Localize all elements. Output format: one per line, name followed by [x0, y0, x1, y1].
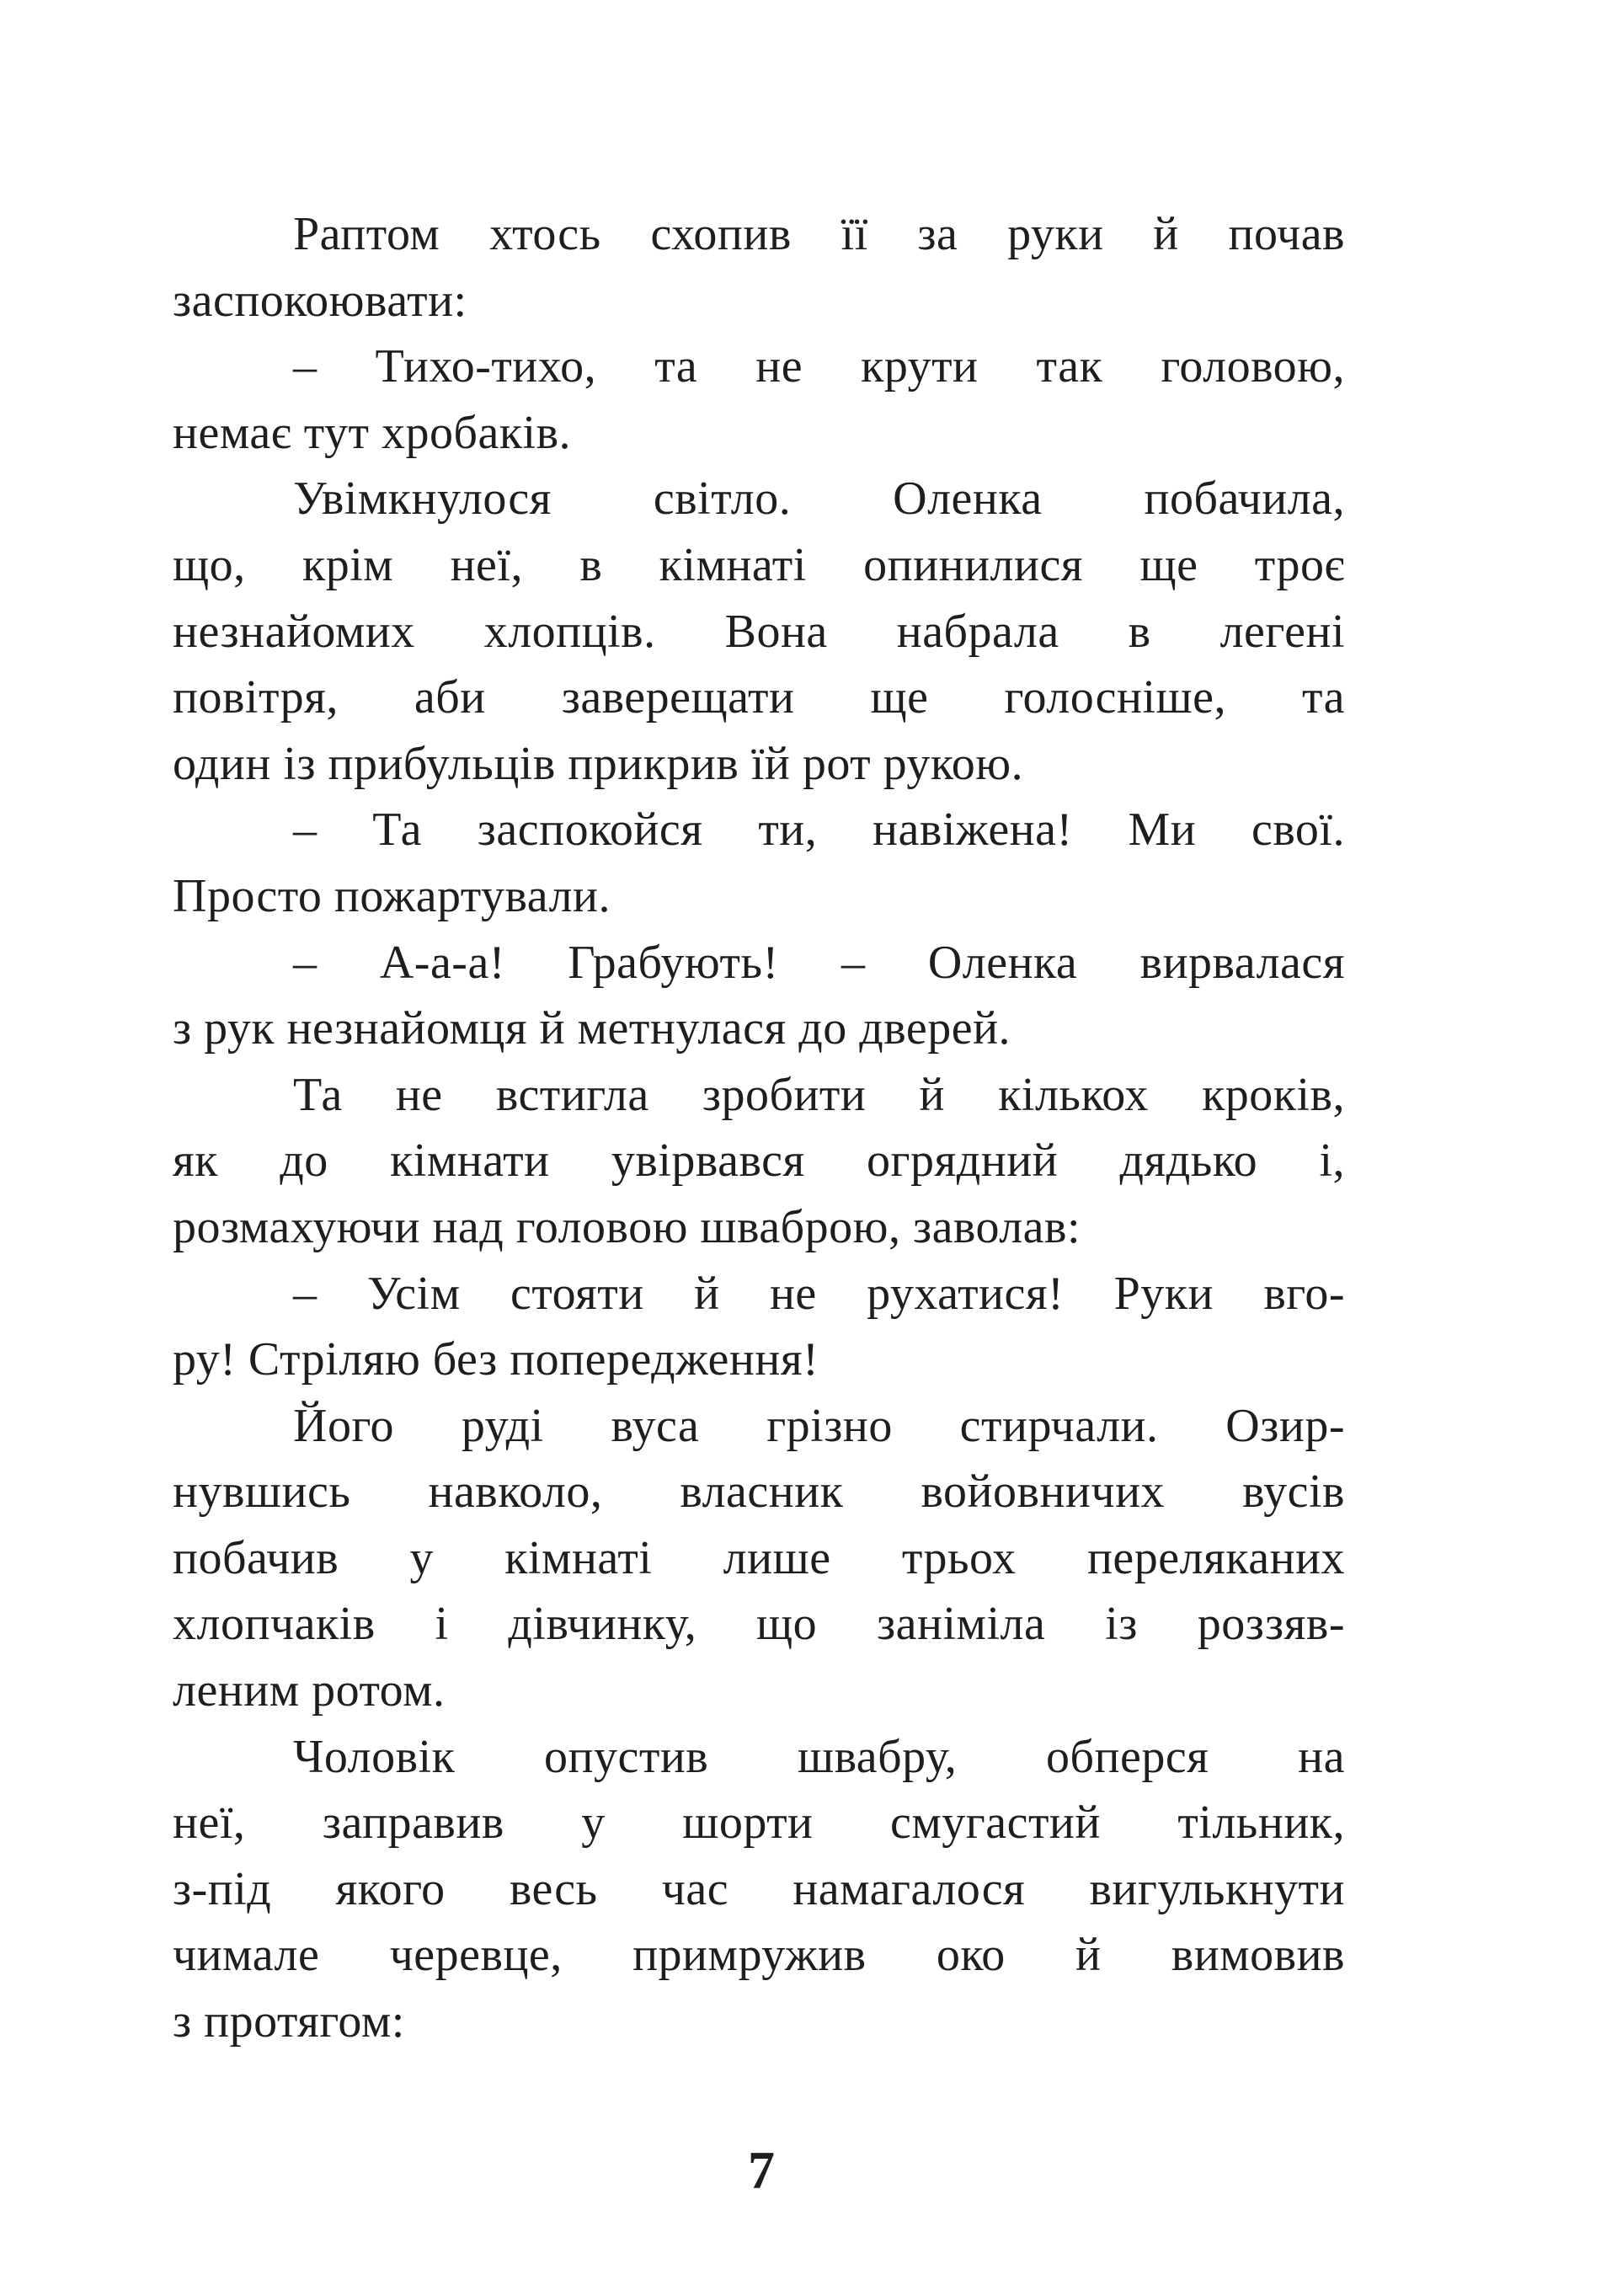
text-line: розмахуючи над головою шваброю, заволав: [173, 1200, 1081, 1253]
text-line: Його руді вуса грізно стирчали. Озир- [293, 1399, 1345, 1452]
text-line: чимале черевце, примружив око й вимовив [173, 1929, 1345, 1982]
page-number: 7 [748, 2140, 775, 2200]
text-line: з протягом: [173, 1995, 405, 2048]
paragraph [173, 797, 1345, 929]
text-line: як до кімнати увірвався огрядний дядько і, [173, 1135, 1345, 1188]
text-line: повітря, аби заверещати ще голосніше, та [173, 671, 1345, 724]
body-text [173, 201, 1345, 2055]
text-line: з рук незнайомця й метнулася до дверей. [173, 1002, 1011, 1055]
text-line: заспокоювати: [173, 274, 467, 327]
paragraph [173, 930, 1345, 1062]
paragraph [173, 201, 1345, 334]
text-line: Чоловік опустив швабру, обперся на [293, 1730, 1345, 1783]
paragraph [173, 1261, 1345, 1393]
text-line: Просто пожартували. [173, 869, 611, 922]
text-line: один із прибульців прикрив їй рот рукою. [173, 737, 1024, 790]
text-line: Раптом хтось схопив її за руки й почав [293, 208, 1345, 260]
text-line: – Тихо-тихо, та не крути так головою, [293, 340, 1345, 393]
paragraph [173, 1393, 1345, 1724]
text-line: що, крім неї, в кімнаті опинилися ще троє [173, 538, 1345, 591]
paragraph [173, 334, 1345, 466]
paragraph [173, 466, 1345, 797]
text-line: неї, заправив у шорти смугастий тільник, [173, 1797, 1345, 1850]
text-line: леним ротом. [173, 1664, 446, 1717]
text-line: – А-а-а! Грабують! – Оленка вирвалася [293, 936, 1345, 989]
text-line: хлопчаків і дівчинку, що заніміла із роззяв- [173, 1598, 1345, 1651]
text-line: незнайомих хлопців. Вона набрала в легені [173, 605, 1345, 658]
text-line: – Усім стояти й не рухатися! Руки вго- [293, 1267, 1345, 1320]
paragraph [173, 1724, 1345, 2055]
text-line: нувшись навколо, власник войовничих вусів [173, 1466, 1345, 1519]
paragraph [173, 1062, 1345, 1261]
text-line: ру! Стріляю без попередження! [173, 1333, 819, 1386]
text-line: Увімкнулося світло. Оленка побачила, [293, 473, 1345, 526]
text-line: Та не встигла зробити й кількох кроків, [293, 1068, 1345, 1121]
text-line: немає тут хробаків. [173, 406, 572, 459]
text-line: з-під якого весь час намагалося вигулькнути [173, 1862, 1345, 1915]
text-line: – Та заспокойся ти, навіжена! Ми свої. [293, 804, 1345, 857]
text-line: побачив у кімнаті лише трьох переляканих [173, 1531, 1345, 1584]
